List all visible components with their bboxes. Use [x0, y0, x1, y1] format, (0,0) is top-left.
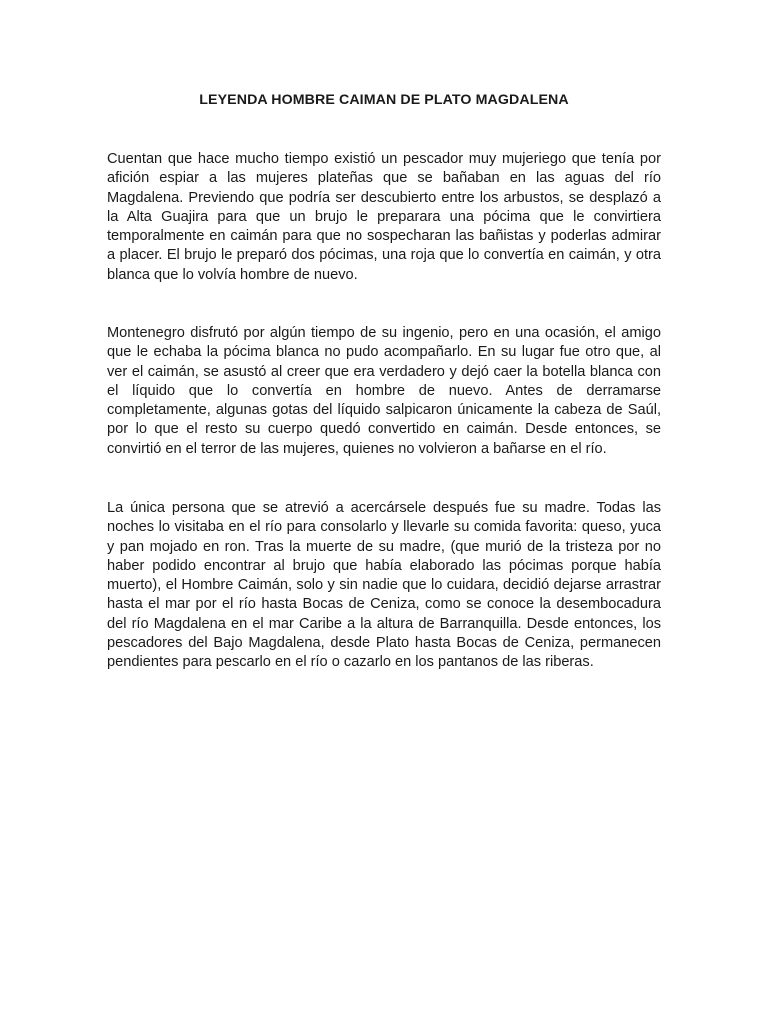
paragraph-1: Cuentan que hace mucho tiempo existió un pescador muy mujeriego que tenía por afición espiar a las mujeres plateñas que se bañaban en las aguas del río Magdalena. Previendo que podría ser descubierto entre los arbustos, se desplazó a la Alta Guajira para que un brujo le preparara una pócima que le convirtiera temporalmente en caimán para que no sospecharan las bañistas y poderlas admirar a placer. El brujo le preparó dos pócimas, una roja que lo convertía en caimán, y otra blanca que lo volvía hombre de nuevo.	[107, 151, 661, 283]
document-title: LEYENDA HOMBRE CAIMAN DE PLATO MAGDALENA	[199, 92, 569, 108]
paragraph-2: Montenegro disfrutó por algún tiempo de su ingenio, pero en una ocasión, el amigo que le echaba la pócima blanca no pudo acompañarlo. En su lugar fue otro que, al ver el caimán, se asustó al creer que era verdadero y dejó caer la botella blanca con el líquido que lo convertía en hombre de nuevo. Antes de derramarse completamente, algunas gotas del líquido salpicaron únicamente la cabeza de Saúl, por lo que el resto su cuerpo quedó convertido en caimán. Desde entonces, se convirtió en el terror de las mujeres, quienes no volvieron a bañarse en el río.	[107, 325, 661, 457]
paragraph-3: La única persona que se atrevió a acercársele después fue su madre. Todas las noches lo visitaba en el río para consolarlo y llevarle su comida favorita: queso, yuca y pan mojado en ron. Tras la muerte de su madre, (que murió de la tristeza por no haber podido encontrar al brujo que había elaborado las pócimas porque había muerto), el Hombre Caimán, solo y sin nadie que lo cuidara, decidió dejarse arrastrar hasta el mar por el río hasta Bocas de Ceniza, como se conoce la desembocadura del río Magdalena en el mar Caribe a la altura de Barranquilla. Desde entonces, los pescadores del Bajo Magdalena, desde Plato hasta Bocas de Ceniza, permanecen pendientes para pescarlo en el río o cazarlo en los pantanos de las riberas.	[107, 500, 661, 671]
